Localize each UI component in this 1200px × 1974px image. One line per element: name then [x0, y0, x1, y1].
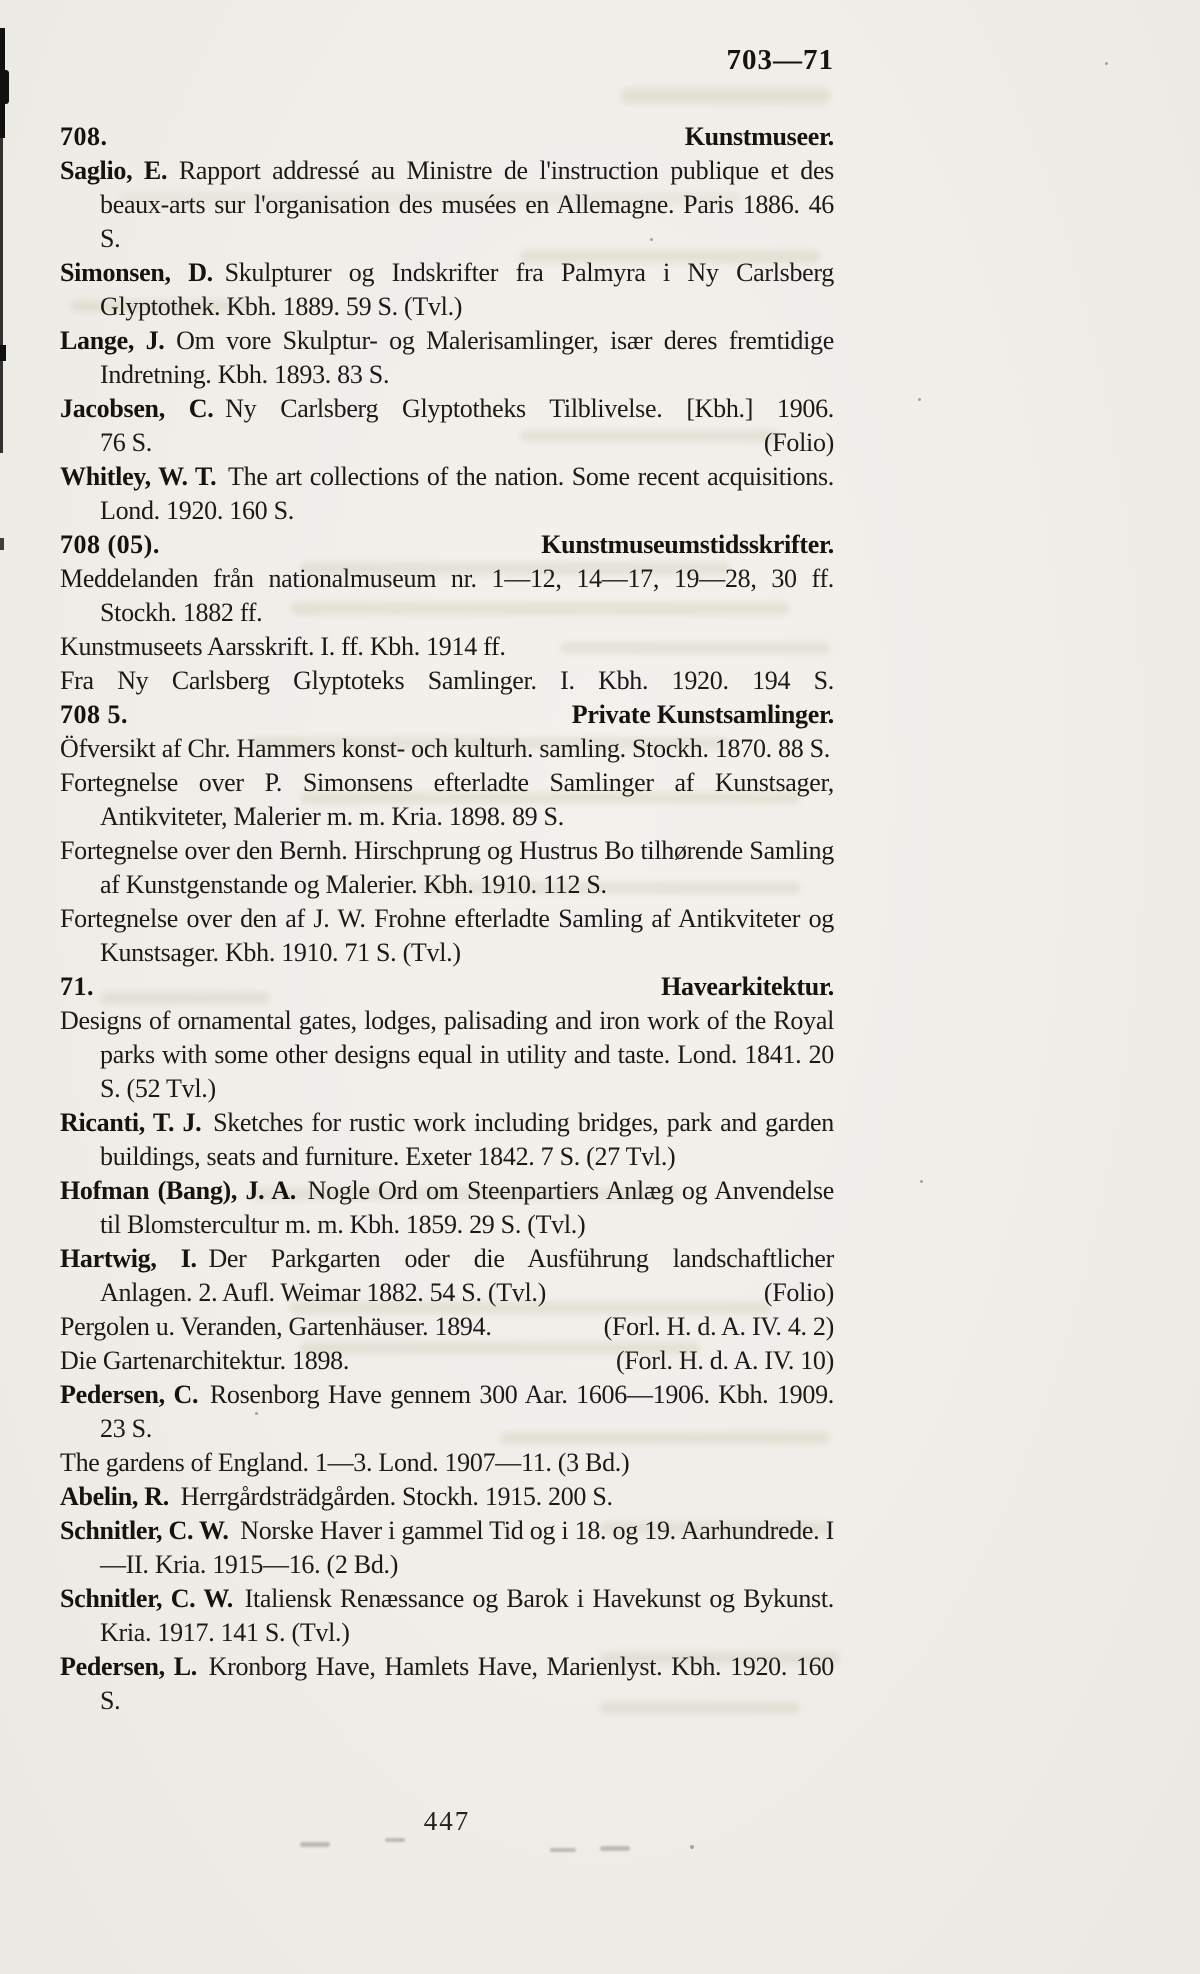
- dust-speck: [918, 398, 921, 401]
- scan-edge-artifact: [0, 70, 9, 104]
- bib-entry: [60, 1004, 834, 1106]
- section-heading-kunstmuseer: [60, 120, 834, 154]
- scan-smudge: [600, 1846, 630, 1851]
- entry-author: Pedersen, C.: [60, 1380, 199, 1409]
- entry-text: Nogle Ord om Steenpartiers Anlæg og Anvendelse til Blomstercultur m. m. Kbh. 1859. 29 S. (Tvl.): [100, 1176, 834, 1239]
- entry-text: Der Parkgarten oder die Ausführung landschaftlicher: [208, 1244, 834, 1273]
- bib-entry: [60, 834, 834, 902]
- bib-entry: [60, 1344, 834, 1378]
- bib-entry: [60, 664, 834, 698]
- entry-text: Fortegnelse over den Bernh. Hirschprung og Hustrus Bo tilhørende Samling af Kunstgenstande og Malerier. Kbh. 1910. 112 S.: [60, 836, 834, 899]
- section-title: Private Kunstsamlinger.: [571, 700, 834, 729]
- entry-body: [60, 1242, 834, 1276]
- bib-entry: [60, 1310, 834, 1344]
- entry-body: [60, 392, 834, 426]
- section-number: 708 (05).: [60, 530, 160, 559]
- entry-text: Italiensk Renæssance og Barok i Havekunst og Bykunst. Kria. 1917. 141 S. (Tvl.): [100, 1584, 834, 1647]
- entry-author: Simonsen, D.: [60, 258, 213, 287]
- entry-author: Saglio, E.: [60, 156, 168, 185]
- scan-edge-artifact: [0, 138, 3, 453]
- bib-entry: [60, 732, 834, 766]
- entry-author: Abelin, R.: [60, 1482, 169, 1511]
- bib-entry: [60, 902, 834, 970]
- section-title: Havearkitektur.: [661, 972, 834, 1001]
- entry-author: Hartwig, I.: [60, 1244, 197, 1273]
- entry-text: Kunstmuseets Aarsskrift. I. ff. Kbh. 1914 ff.: [60, 632, 506, 661]
- entry-tail: [60, 1276, 834, 1310]
- dust-speck: [920, 1180, 923, 1183]
- entry-author: Pedersen, L.: [60, 1652, 197, 1681]
- section-heading-havearkitektur: [60, 970, 834, 1004]
- bibliography-column: [60, 120, 834, 1718]
- entry-author: Hofman (Bang), J. A.: [60, 1176, 296, 1205]
- entry-text: The art collections of the nation. Some recent acquisitions. Lond. 1920. 160 S.: [100, 462, 834, 525]
- section-number: 708.: [60, 122, 108, 151]
- entry-author: Lange, J.: [60, 326, 165, 355]
- section-title: Kunstmuseer.: [684, 122, 834, 151]
- format-note: (Folio): [763, 1278, 834, 1307]
- entry-text: Pergolen u. Veranden, Gartenhäuser. 1894.: [60, 1312, 492, 1341]
- format-note: (Folio): [763, 428, 834, 457]
- entry-text: Ny Carlsberg Glyptotheks Tilblivelse. [Kbh.] 1906.: [225, 394, 834, 423]
- bib-entry: [60, 324, 834, 392]
- bib-entry: [60, 1242, 834, 1310]
- bib-entry: [60, 1582, 834, 1650]
- entry-author: Jacobsen, C.: [60, 394, 214, 423]
- entry-text: Skulpturer og Indskrifter fra Palmyra i Ny Carlsberg Glyptothek. Kbh. 1889. 59 S. (Tvl.): [100, 258, 834, 321]
- section-heading-private-kunstsamlinger: [60, 698, 834, 732]
- entry-tail-left: 76 S.: [100, 428, 152, 457]
- bib-entry: [60, 154, 834, 256]
- entry-text: Herrgårdsträdgården. Stockh. 1915. 200 S.: [180, 1482, 613, 1511]
- ghost-text-artifact: [620, 88, 830, 104]
- series-note: (Forl. H. d. A. IV. 4. 2): [603, 1312, 834, 1341]
- bib-entry: [60, 1106, 834, 1174]
- bib-entry: [60, 1650, 834, 1718]
- dust-speck: [690, 1845, 694, 1849]
- entry-text: Om vore Skulptur- og Malerisamlinger, især deres fremtidige Indretning. Kbh. 1893. 83 S.: [100, 326, 834, 389]
- section-title: Kunstmuseumstidsskrifter.: [541, 530, 834, 559]
- series-note: (Forl. H. d. A. IV. 10): [616, 1346, 834, 1375]
- entry-text: Rosenborg Have gennem 300 Aar. 1606—1906. Kbh. 1909. 23 S.: [100, 1380, 834, 1443]
- scan-edge-artifact: [0, 538, 4, 550]
- bib-entry: [60, 256, 834, 324]
- scan-smudge: [550, 1848, 576, 1852]
- entry-author: Ricanti, T. J.: [60, 1108, 202, 1137]
- entry-text: Norske Haver i gammel Tid og i 18. og 19. Aarhundrede. I—II. Kria. 1915—16. (2 Bd.): [100, 1516, 834, 1579]
- entry-text: Fortegnelse over P. Simonsens efterladte Samlinger af Kunstsager, Antikviteter, Malerier m. m. Kria. 1898. 89 S.: [60, 768, 834, 831]
- scan-smudge: [385, 1838, 405, 1842]
- bib-entry: [60, 460, 834, 528]
- dust-speck: [1105, 62, 1108, 65]
- entry-author: Schnitler, C. W.: [60, 1516, 229, 1545]
- bib-entry: [60, 1514, 834, 1582]
- entry-tail-left: Anlagen. 2. Aufl. Weimar 1882. 54 S. (Tvl.): [100, 1278, 546, 1307]
- entry-text: Rapport addressé au Ministre de l'instruction publique et des beaux-arts sur l'organisation des musées en Allemagne. Paris 1886. 46 S.: [100, 156, 834, 253]
- bib-entry: [60, 562, 834, 630]
- entry-text: The gardens of England. 1—3. Lond. 1907—11. (3 Bd.): [60, 1448, 630, 1477]
- entry-text: Die Gartenarchitektur. 1898.: [60, 1346, 350, 1375]
- bib-entry: [60, 392, 834, 460]
- page-number: 447: [423, 1806, 471, 1836]
- bib-entry: [60, 1480, 834, 1514]
- entry-tail: [60, 426, 834, 460]
- entry-text: Kronborg Have, Hamlets Have, Marienlyst. Kbh. 1920. 160 S.: [100, 1652, 835, 1715]
- entry-text: Designs of ornamental gates, lodges, palisading and iron work of the Royal parks with some other designs equal in utility and taste. Lond. 1841. 20 S. (52 Tvl.): [60, 1006, 834, 1103]
- section-heading-kunstmuseumstidsskrifter: [60, 528, 834, 562]
- entry-author: Schnitler, C. W.: [60, 1584, 233, 1613]
- bib-entry: [60, 766, 834, 834]
- section-number: 71.: [60, 972, 94, 1001]
- scan-edge-artifact: [0, 345, 6, 361]
- entry-author: Whitley, W. T.: [60, 462, 217, 491]
- page-header-ref: 703—71: [726, 44, 834, 76]
- bib-entry: [60, 630, 834, 664]
- section-number: 708 5.: [60, 700, 128, 729]
- entry-text: Fra Ny Carlsberg Glyptoteks Samlinger. I. Kbh. 1920. 194 S.: [60, 666, 834, 695]
- bib-entry: [60, 1378, 834, 1446]
- bib-entry: [60, 1174, 834, 1242]
- entry-text: Öfversikt af Chr. Hammers konst- och kulturh. samling. Stockh. 1870. 88 S.: [60, 734, 831, 763]
- entry-text: Sketches for rustic work including bridges, park and garden buildings, seats and furniture. Exeter 1842. 7 S. (27 Tvl.): [100, 1108, 835, 1171]
- entry-text: Fortegnelse over den af J. W. Frohne efterladte Samling af Antikviteter og Kunstsager. Kbh. 1910. 71 S. (Tvl.): [60, 904, 834, 967]
- bib-entry: [60, 1446, 834, 1480]
- entry-text: Meddelanden från nationalmuseum nr. 1—12, 14—17, 19—28, 30 ff. Stockh. 1882 ff.: [60, 564, 834, 627]
- scan-smudge: [300, 1842, 330, 1847]
